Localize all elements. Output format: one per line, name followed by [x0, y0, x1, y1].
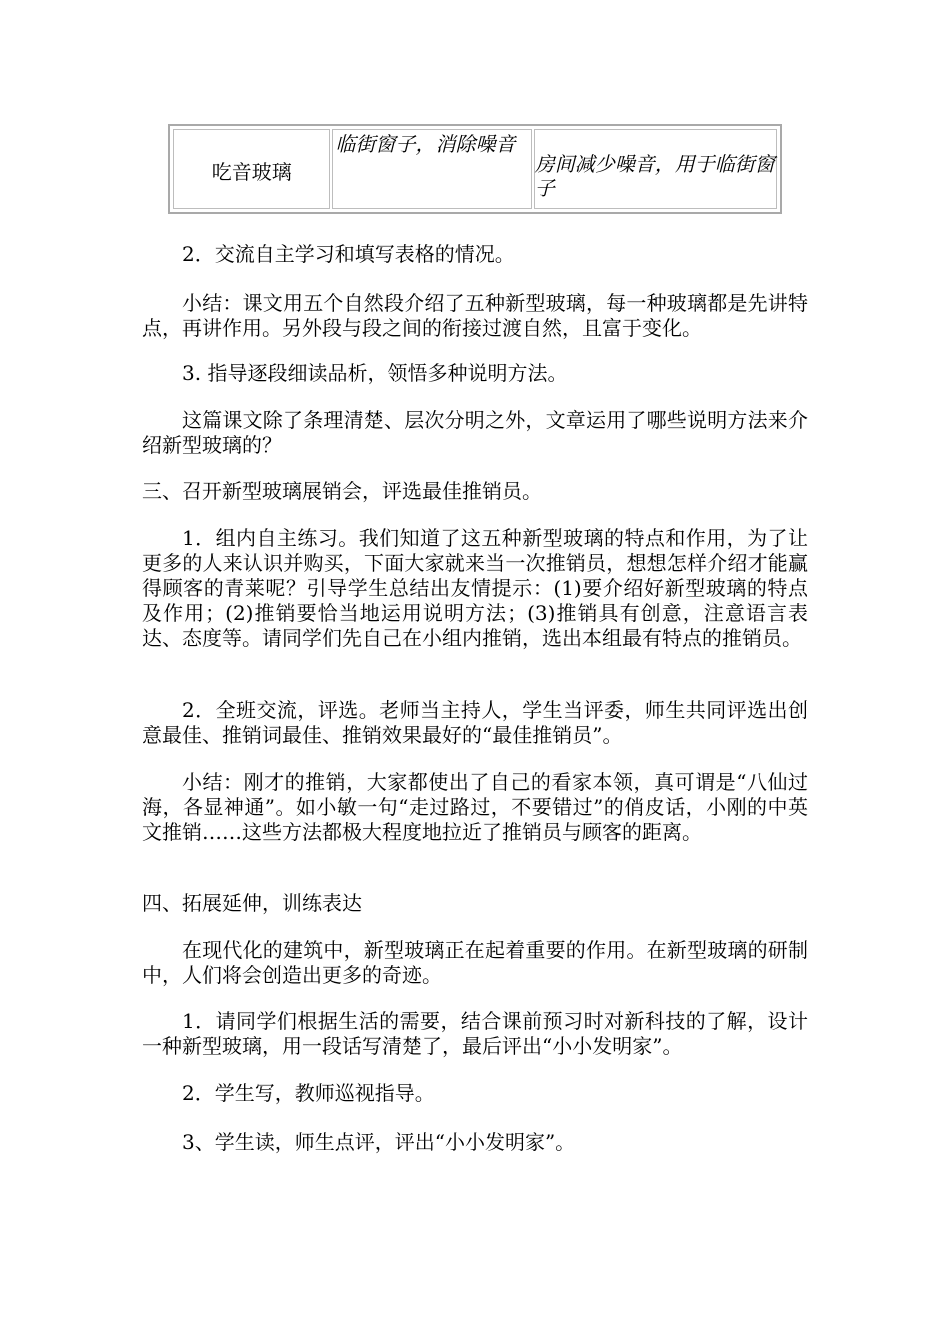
paragraph-8: 在现代化的建筑中，新型玻璃正在起着重要的作用。在新型玻璃的研制中，人们将会创造出更多的奇迹。 [142, 938, 808, 987]
paragraph-9: 1．请同学们根据生活的需要，结合课前预习时对新科技的了解，设计一种新型玻璃，用一段话写清楚了，最后评出“小小发明家”。 [142, 1009, 808, 1058]
paragraph-7: 小结：刚才的推销，大家都使出了自己的看家本领，真可谓是“八仙过海，各显神通”。如小敏一句“走过路过，不要错过”的俏皮话，小刚的中英文推销……这些方法都极大程度地拉近了推销员与顾客的距离。 [142, 770, 808, 844]
table-cell-feature [332, 129, 531, 209]
glass-table [168, 124, 782, 214]
section-heading-4: 四、拓展延伸，训练表达 [142, 891, 362, 915]
table-cell-use [534, 129, 777, 209]
table-cell-name [173, 129, 330, 209]
paragraph-2: 小结：课文用五个自然段介绍了五种新型玻璃，每一种玻璃都是先讲特点，再讲作用。另外段与段之间的衔接过渡自然，且富于变化。 [142, 291, 808, 340]
paragraph-4: 这篇课文除了条理清楚、层次分明之外，文章运用了哪些说明方法来介绍新型玻璃的？ [142, 408, 808, 457]
table-row [173, 129, 777, 209]
paragraph-5: 1．组内自主练习。我们知道了这五种新型玻璃的特点和作用，为了让更多的人来认识并购买，下面大家就来当一次推销员，想想怎样介绍才能赢得顾客的青莱呢？引导学生总结出友情提示：(1)要介绍好新型玻璃的特点及作用；(2)推销要恰当地运用说明方法；(3)推销具有创意，注意语言表达、态度等。请同学们先自己在小组内推销，选出本组最有特点的推销员。 [142, 526, 808, 650]
paragraph-11: 3、学生读，师生点评，评出“小小发明家”。 [182, 1130, 576, 1154]
paragraph-6: 2．全班交流，评选。老师当主持人，学生当评委，师生共同评选出创意最佳、推销词最佳、推销效果最好的“最佳推销员”。 [142, 698, 808, 747]
glass-feature: 临街窗子，消除噪音 [335, 132, 516, 156]
paragraph-1: 2．交流自主学习和填写表格的情况。 [182, 242, 515, 266]
section-heading-3: 三、召开新型玻璃展销会，评选最佳推销员。 [142, 479, 542, 503]
glass-use: 房间减少噪音，用于临街窗子 [534, 152, 775, 200]
glass-name: 吃音玻璃 [211, 160, 292, 184]
paragraph-3: 3. 指导逐段细读品析，领悟多种说明方法。 [182, 361, 568, 385]
paragraph-10: 2．学生写，教师巡视指导。 [182, 1081, 435, 1105]
